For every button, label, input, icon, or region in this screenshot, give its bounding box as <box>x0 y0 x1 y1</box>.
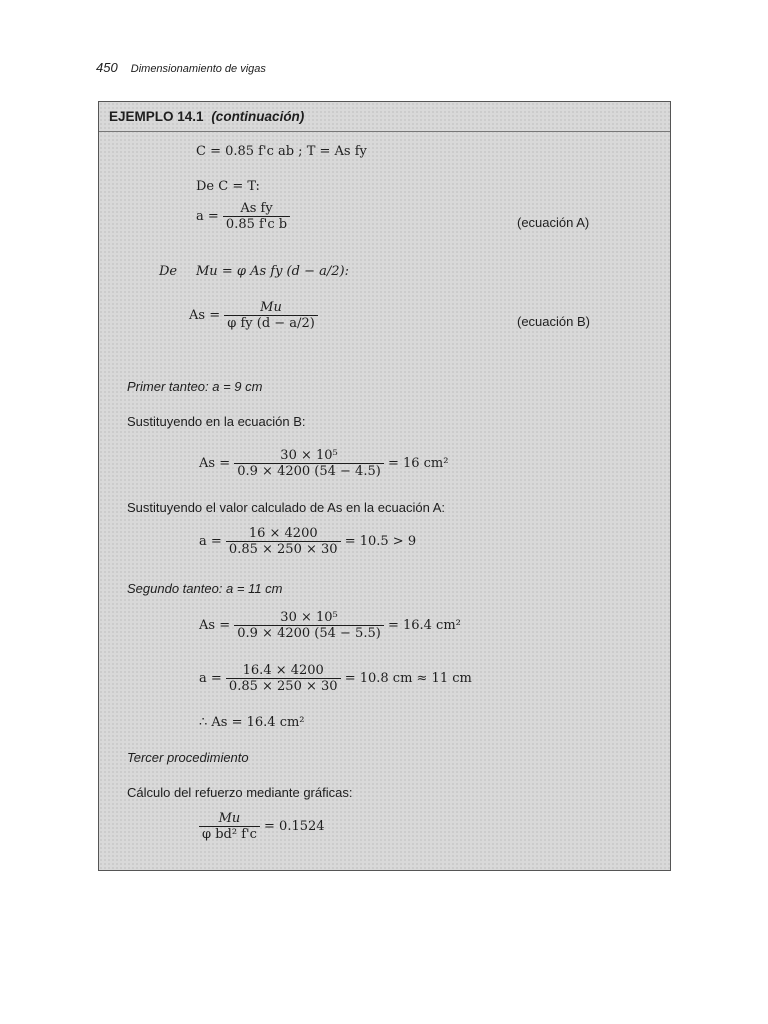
equation-b-label: (ecuación B) <box>517 314 590 329</box>
page-number: 450 <box>96 60 118 75</box>
equation-a-fraction <box>223 201 290 232</box>
equation-6 <box>199 663 472 694</box>
equation-b-numerator: Mu <box>260 300 282 315</box>
example-label: EJEMPLO 14.1 <box>109 109 204 124</box>
equation-5-result: = 16.4 cm² <box>387 618 461 633</box>
equation-4-numerator: 16 × 4200 <box>248 526 318 541</box>
first-trial: Primer tanteo: a = 9 cm <box>127 379 263 394</box>
final-steel-area: ∴ As = 16.4 cm² <box>199 715 305 730</box>
equation-7-denominator: φ bd² f'c <box>199 826 260 842</box>
second-trial: Segundo tanteo: a = 11 cm <box>127 581 283 596</box>
de-label: De <box>159 264 178 279</box>
equation-6-numerator: 16.4 × 4200 <box>242 663 324 678</box>
graph-calculation-text: Cálculo del refuerzo mediante gráficas: <box>127 785 353 800</box>
example-title <box>99 102 670 132</box>
page-header <box>96 60 266 75</box>
equation-3-denominator: 0.9 × 4200 (54 − 4.5) <box>234 463 384 479</box>
moment-equation: Mu = φ As fy (d − a/2): <box>196 264 349 279</box>
equation-7-numerator: Mu <box>218 811 241 826</box>
equation-a-lhs: a = <box>196 209 219 224</box>
substitute-b-text: Sustituyendo en la ecuación B: <box>127 414 306 429</box>
equation-3-fraction <box>234 448 384 479</box>
example-box <box>98 101 671 871</box>
equation-a-label: (ecuación A) <box>517 215 590 230</box>
equation-a-denominator: 0.85 f'c b <box>223 216 290 232</box>
equation-4-fraction <box>226 526 341 557</box>
equation-b-denominator: φ fy (d − a/2) <box>224 315 318 331</box>
equation-3-lhs: As = <box>199 456 231 471</box>
equilibrium-text: De C = T: <box>196 179 260 194</box>
equation-6-result: = 10.8 cm ≈ 11 cm <box>344 671 472 686</box>
equation-6-denominator: 0.85 × 250 × 30 <box>226 678 341 694</box>
running-title: Dimensionamiento de vigas <box>130 63 266 75</box>
equation-5-numerator: 30 × 10⁵ <box>280 610 338 625</box>
substitute-a-text: Sustituyendo el valor calculado de As en la ecuación A: <box>127 500 445 515</box>
equation-3-numerator: 30 × 10⁵ <box>280 448 338 463</box>
equation-4 <box>199 526 416 557</box>
equation-5-denominator: 0.9 × 4200 (54 − 5.5) <box>234 625 384 641</box>
equation-7-result: = 0.1524 <box>264 819 325 834</box>
equation-4-denominator: 0.85 × 250 × 30 <box>226 541 341 557</box>
equation-b-lhs: As = <box>189 308 221 323</box>
equation-a <box>196 201 290 232</box>
equation-6-fraction <box>226 663 341 694</box>
equation-4-lhs: a = <box>199 534 222 549</box>
equation-b <box>189 300 318 331</box>
equation-5 <box>199 610 461 641</box>
equation-4-result: = 10.5 > 9 <box>344 534 417 549</box>
equation-7-fraction <box>199 811 260 842</box>
third-procedure: Tercer procedimiento <box>127 750 249 765</box>
example-note: (continuación) <box>211 109 305 124</box>
equation-b-fraction <box>224 300 318 331</box>
equation-6-lhs: a = <box>199 671 222 686</box>
equation-7 <box>199 811 325 842</box>
equation-5-lhs: As = <box>199 618 231 633</box>
equation-3 <box>199 448 448 479</box>
equation-5-fraction <box>234 610 384 641</box>
force-equations: C = 0.85 f'c ab ; T = As fy <box>196 144 367 159</box>
equation-3-result: = 16 cm² <box>387 456 449 471</box>
equation-a-numerator: As fy <box>240 201 273 216</box>
